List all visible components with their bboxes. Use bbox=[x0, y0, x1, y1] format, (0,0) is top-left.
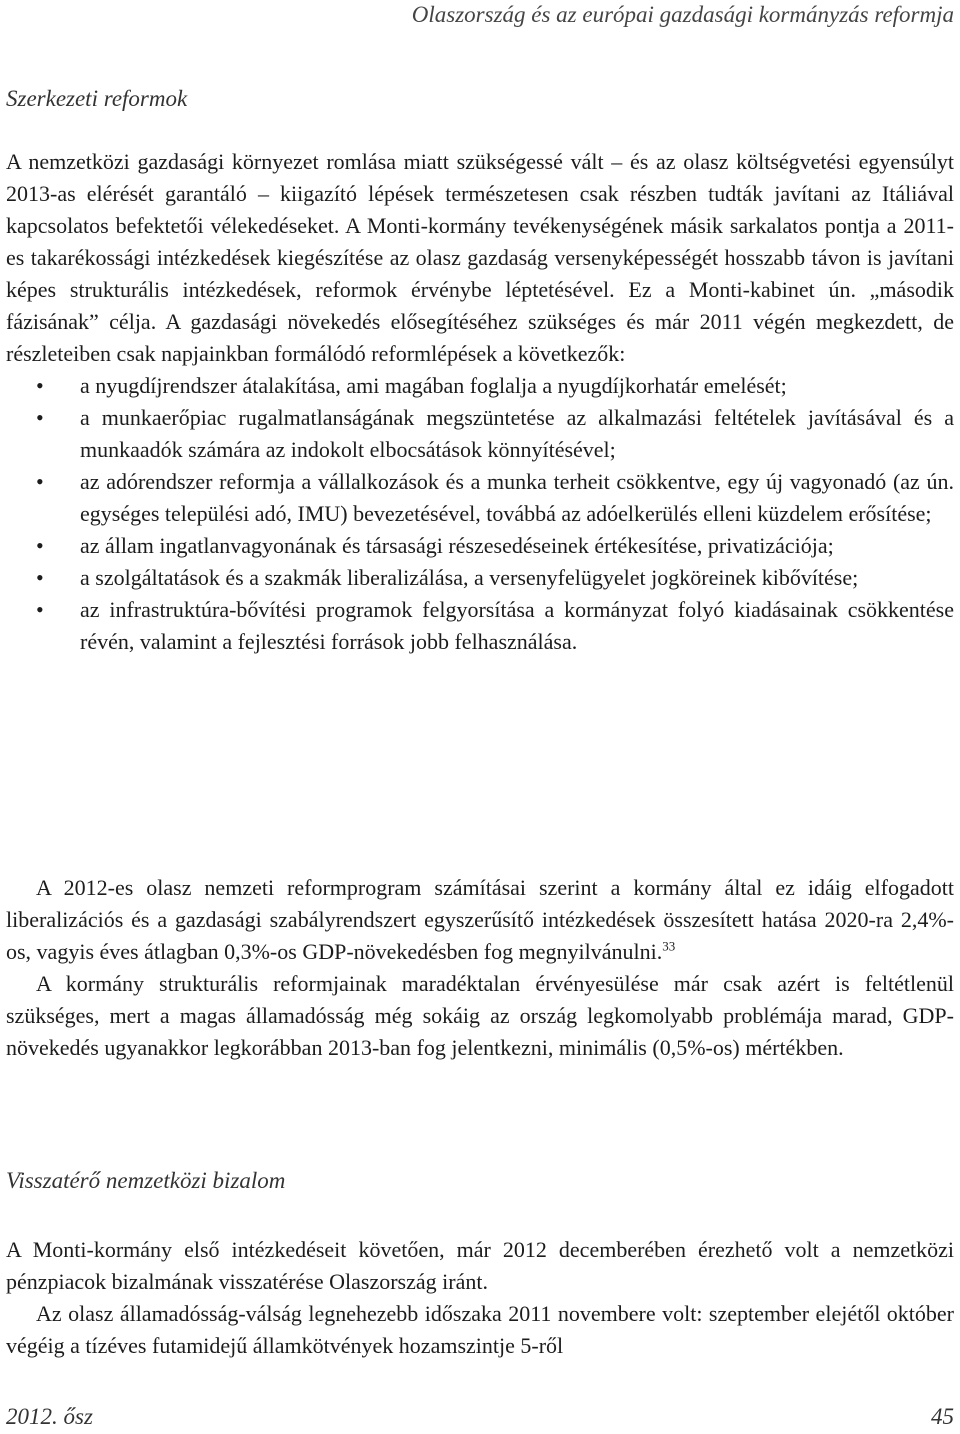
list-item bbox=[6, 466, 954, 530]
list-item bbox=[6, 402, 954, 466]
list-item-text: a szolgáltatások és a szakmák liberalizálása, a versenyfelügyelet jogköreinek kibővítése; bbox=[80, 565, 859, 590]
paragraph: Az olasz államadósság-válság legnehezebb időszaka 2011 novembere volt: szeptember elejétől október végéig a tízéves futamidejű államkötvények hozamszintje 5-ről bbox=[6, 1301, 954, 1358]
paragraph-text: A 2012-es olasz nemzeti reformprogram számításai szerint a kormány által ez idáig elfogadott liberalizációs és a gazdasági szabályrendszert egyszerűsítő intézkedések összesített hatása 2020-ra 2,4%-os, vagyis éves átlagban 0,3%-os GDP-növekedésben fog megnyilvánulni. bbox=[6, 875, 954, 964]
bullet-icon: • bbox=[36, 533, 44, 558]
section-body-continued bbox=[6, 872, 954, 1064]
section-body-international-confidence bbox=[6, 1234, 954, 1362]
section-body-structural-reforms bbox=[6, 146, 954, 658]
page-number: 45 bbox=[931, 1404, 954, 1429]
list-item-text: a nyugdíjrendszer átalakítása, ami magában foglalja a nyugdíjkorhatár emelését; bbox=[80, 373, 787, 398]
running-header: Olaszország és az európai gazdasági kormányzás reformja bbox=[411, 2, 954, 27]
list-item-text: az állam ingatlanvagyonának és társasági részesedéseinek értékesítése, privatizációja; bbox=[80, 533, 834, 558]
issue-label: 2012. ősz bbox=[6, 1404, 93, 1429]
paragraph: A kormány strukturális reformjainak maradéktalan érvényesülése már csak azért is feltétlenül szükséges, mert a magas államadósság még sokáig az ország legkomolyabb problémája marad, GDP-növekedés ugyanakkor legkorábban 2013-ban fog jelentkezni, minimális (0,5%-os) mértékben. bbox=[6, 971, 954, 1060]
reform-list bbox=[6, 370, 954, 658]
footnote-reference: 33 bbox=[662, 938, 676, 954]
list-item-text: a munkaerőpiac rugalmatlanságának megszüntetése az alkalmazási feltételek javításával és a munkaadók számára az indokolt elbocsátások könnyítésével; bbox=[80, 405, 954, 462]
list-item bbox=[6, 530, 954, 562]
bullet-icon: • bbox=[36, 405, 44, 430]
section-heading-structural-reforms: Szerkezeti reformok bbox=[6, 86, 188, 111]
list-item bbox=[6, 594, 954, 658]
bullet-icon: • bbox=[36, 373, 44, 398]
list-item bbox=[6, 562, 954, 594]
bullet-icon: • bbox=[36, 469, 44, 494]
paragraph bbox=[6, 872, 954, 968]
list-item-text: az infrastruktúra-bővítési programok felgyorsítása a kormányzat folyó kiadásainak csökkentése révén, valamint a fejlesztési források jobb felhasználása. bbox=[80, 597, 954, 654]
bullet-icon: • bbox=[36, 565, 44, 590]
bullet-icon: • bbox=[36, 597, 44, 622]
section-heading-international-confidence: Visszatérő nemzetközi bizalom bbox=[6, 1168, 286, 1193]
list-item bbox=[6, 370, 954, 402]
paragraph: A Monti-kormány első intézkedéseit követően, már 2012 decemberében érezhető volt a nemzetközi pénzpiacok bizalmának visszatérése Olaszország iránt. bbox=[6, 1237, 954, 1294]
paragraph: A nemzetközi gazdasági környezet romlása miatt szükségessé vált – és az olasz költségvetési egyensúlyt 2013-as elérését garantáló – kiigazító lépések természetesen csak részben tudták javítani az Itáliával kapcsolatos befektetői vélekedéseket. A Monti-kormány tevékenységének másik sarkalatos pontja a 2011-es takarékossági intézkedések kiegészítése az olasz gazdaság versenyképességét hosszabb távon is javítani képes strukturális intézkedések, reformok érvénybe léptetésével. Ez a Monti-kabinet ún. „második fázisának” célja. A gazdasági növekedés elősegítéséhez szükséges és már 2011 végén megkezdett, de részleteiben csak napjainkban formálódó reformlépések a következők: bbox=[6, 149, 954, 366]
list-item-text: az adórendszer reformja a vállalkozások és a munka terheit csökkentve, egy új vagyonadó (az ún. egységes települési adó, IMU) bevezetésével, továbbá az adóelkerülés elleni küzdelem erősítése; bbox=[80, 469, 954, 526]
